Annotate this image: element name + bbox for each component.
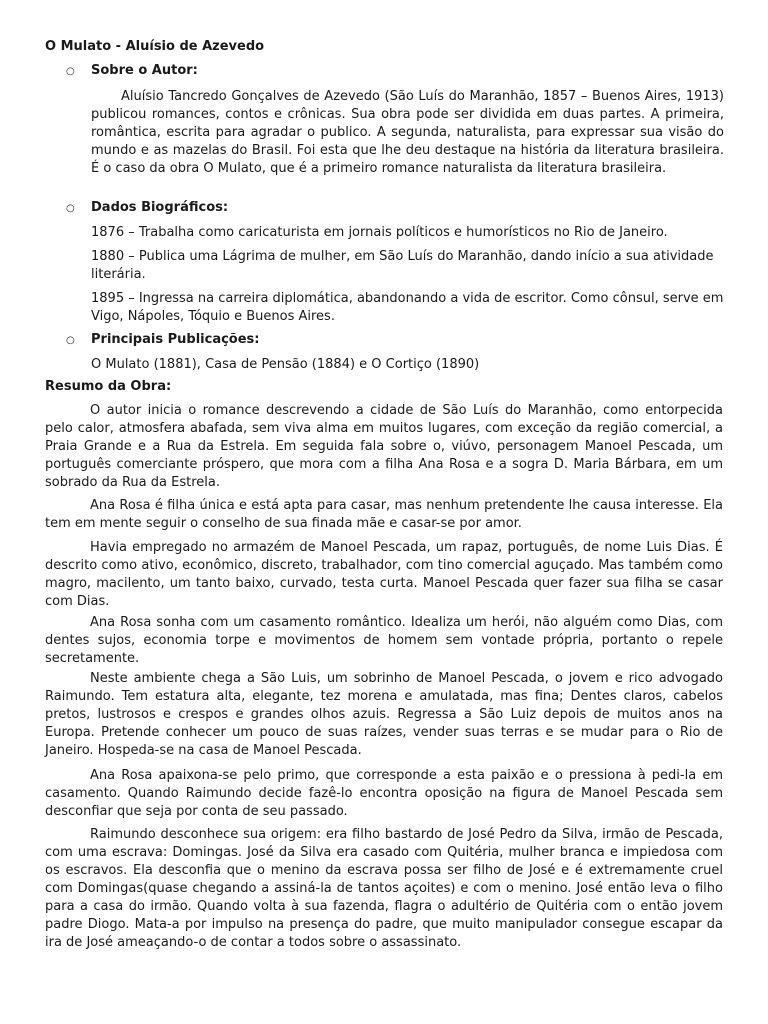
summary-paragraph: Ana Rosa é filha única e está apta para casar, mas nenhum pretendente lhe causa interesse. Ela tem em mente seguir o conselho de sua finada mãe e casar-se por amor. [45, 498, 723, 531]
bio-entry: 1895 – Ingressa na carreira diplomática, abandonando a vida de escritor. Como cônsul, serve em Vigo, Nápoles, Tóquio e Buenos Aires. [91, 291, 724, 324]
author-text: Aluísio Tancredo Gonçalves de Azevedo (São Luís do Maranhão, 1857 – Buenos Aires, 1913) publicou romances, contos e crônicas. Sua obra pode ser dividida em duas partes. A primeira, romântica, escrita para agradar o publico. A segunda, naturalista, para expressar sua visão do mundo e as mazelas do Brasil. Foi esta que lhe deu destaque na história da literatura brasileira. É o caso da obra O Mulato, que é a primeiro romance naturalista da literatura brasileira. [91, 89, 724, 176]
bio-entry: 1880 – Publica uma Lágrima de mulher, em São Luís do Maranhão, dando início a sua atividade literária. [91, 249, 714, 282]
author-section [66, 62, 724, 178]
summary-heading: Resumo da Obra: [45, 379, 172, 394]
publications-section [66, 331, 724, 374]
publications-text: O Mulato (1881), Casa de Pensão (1884) e O Cortiço (1890) [91, 357, 480, 372]
summary-paragraph: Havia empregado no armazém de Manoel Pescada, um rapaz, português, de nome Luis Dias. É descrito como ativo, econômico, discreto, trabalhador, com tino comercial aguçado. Mas também como magro, macilento, um tanto baixo, curvado, testa curta. Manoel Pescada quer fazer sua filha se casar com Dias. [45, 540, 723, 609]
summary-paragraph: O autor inicia o romance descrevendo a cidade de São Luís do Maranhão, como entorpecida pelo calor, atmosfera abafada, sem viva alma em muitos lugares, com exceção da região comercial, a Praia Grande e a Rua da Estrela. Em seguida fala sobre o, viúvo, personagem Manoel Pescada, um português comerciante próspero, que mora com a filha Ana Rosa e a sogra D. Maria Bárbara, em um sobrado da Rua da Estrela. [45, 403, 723, 490]
bio-section [66, 199, 724, 326]
author-section-label: Sobre o Autor: [91, 63, 198, 78]
bio-section-label: Dados Biográficos: [91, 200, 229, 215]
hollow-bullet-icon: ○ [66, 66, 75, 77]
summary-paragraph: Neste ambiente chega a São Luis, um sobrinho de Manoel Pescada, o jovem e rico advogado Raimundo. Tem estatura alta, elegante, tez morena e amulatada, mas fina; Dentes claros, cabelos pretos, lustrosos e crespos e grandes olhos azuis. Regressa a São Luiz depois de muitos anos na Europa. Pretende conhecer um pouco de suas raízes, vender suas terras e se mudar para o Rio de Janeiro. Hospeda-se na casa de Manoel Pescada. [45, 671, 723, 758]
publications-section-label: Principais Publicações: [91, 332, 260, 347]
summary-paragraph: Raimundo desconhece sua origem: era filho bastardo de José Pedro da Silva, irmão de Pescada, com uma escrava: Domingas. José da Silva era casado com Quitéria, mulher branca e impiedosa com os escravos. Ela desconfia que o menino da escrava possa ser filho de José e é extremamente cruel com Domingas(quase chegando a assiná-la de tantos açoites) e com o menino. José então leva o filho para a casa do irmão. Quando volta à sua fazenda, flagra o adultério de Quitéria com o então jovem padre Diogo. Mata-a por impulso na presença do padre, que muito manipulador consegue escapar da ira de José ameaçando-o de contar a todos sobre o assassinato. [45, 827, 723, 950]
hollow-bullet-icon: ○ [66, 203, 75, 214]
hollow-bullet-icon: ○ [66, 335, 75, 346]
document-title: O Mulato - Aluísio de Azevedo [45, 39, 265, 54]
summary-paragraph: Ana Rosa apaixona-se pelo primo, que corresponde a esta paixão e o pressiona à pedi-la em casamento. Quando Raimundo decide fazê-lo encontra oposição na figura de Manoel Pescada sem desconfiar que seja por conta de seu passado. [45, 768, 723, 819]
bio-entry: 1876 – Trabalha como caricaturista em jornais políticos e humorísticos no Rio de Janeiro. [91, 225, 668, 240]
summary-paragraph: Ana Rosa sonha com um casamento romântico. Idealiza um herói, não alguém como Dias, com dentes sujos, economia torpe e movimentos de homem sem vontade própria, portanto o repele secretamente. [45, 615, 723, 666]
